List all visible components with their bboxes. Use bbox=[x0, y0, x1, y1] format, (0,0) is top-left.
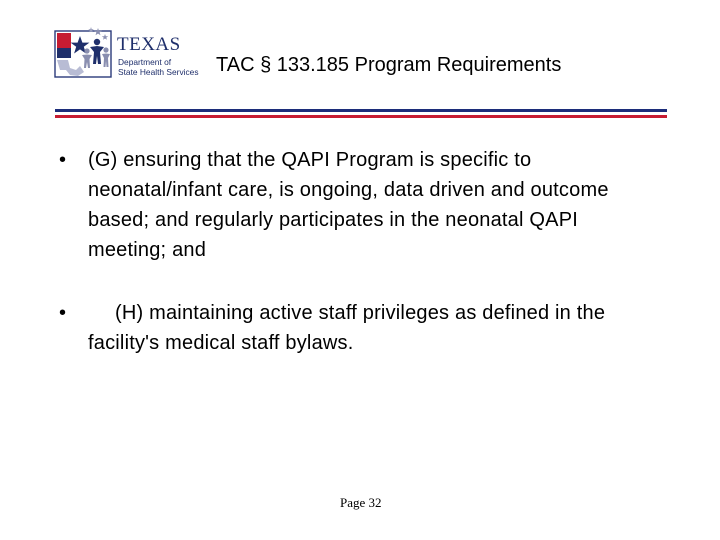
bullet-marker: • bbox=[59, 302, 67, 324]
requirement-g-text: (G) ensuring that the QAPI Program is specific to neonatal/infant care, is ongoing, data driven and outcome based; and regularly participates in the neonatal QAPI meeting; and bbox=[88, 149, 609, 261]
texas-dshs-logo bbox=[54, 26, 206, 82]
header-rule-red bbox=[55, 115, 667, 118]
header-rule-navy bbox=[55, 109, 667, 112]
requirement-h-text: (H) maintaining active staff privileges as defined in the facility's medical staff bylaws. bbox=[88, 302, 606, 354]
page-number: Page 32 bbox=[340, 495, 382, 510]
slide-title: TAC § 133.185 Program Requirements bbox=[216, 54, 562, 76]
logo-department-name: Department of State Health Services bbox=[118, 57, 199, 77]
logo-texas-wordmark: TEXAS bbox=[117, 34, 181, 55]
bullet-marker: • bbox=[59, 149, 67, 171]
